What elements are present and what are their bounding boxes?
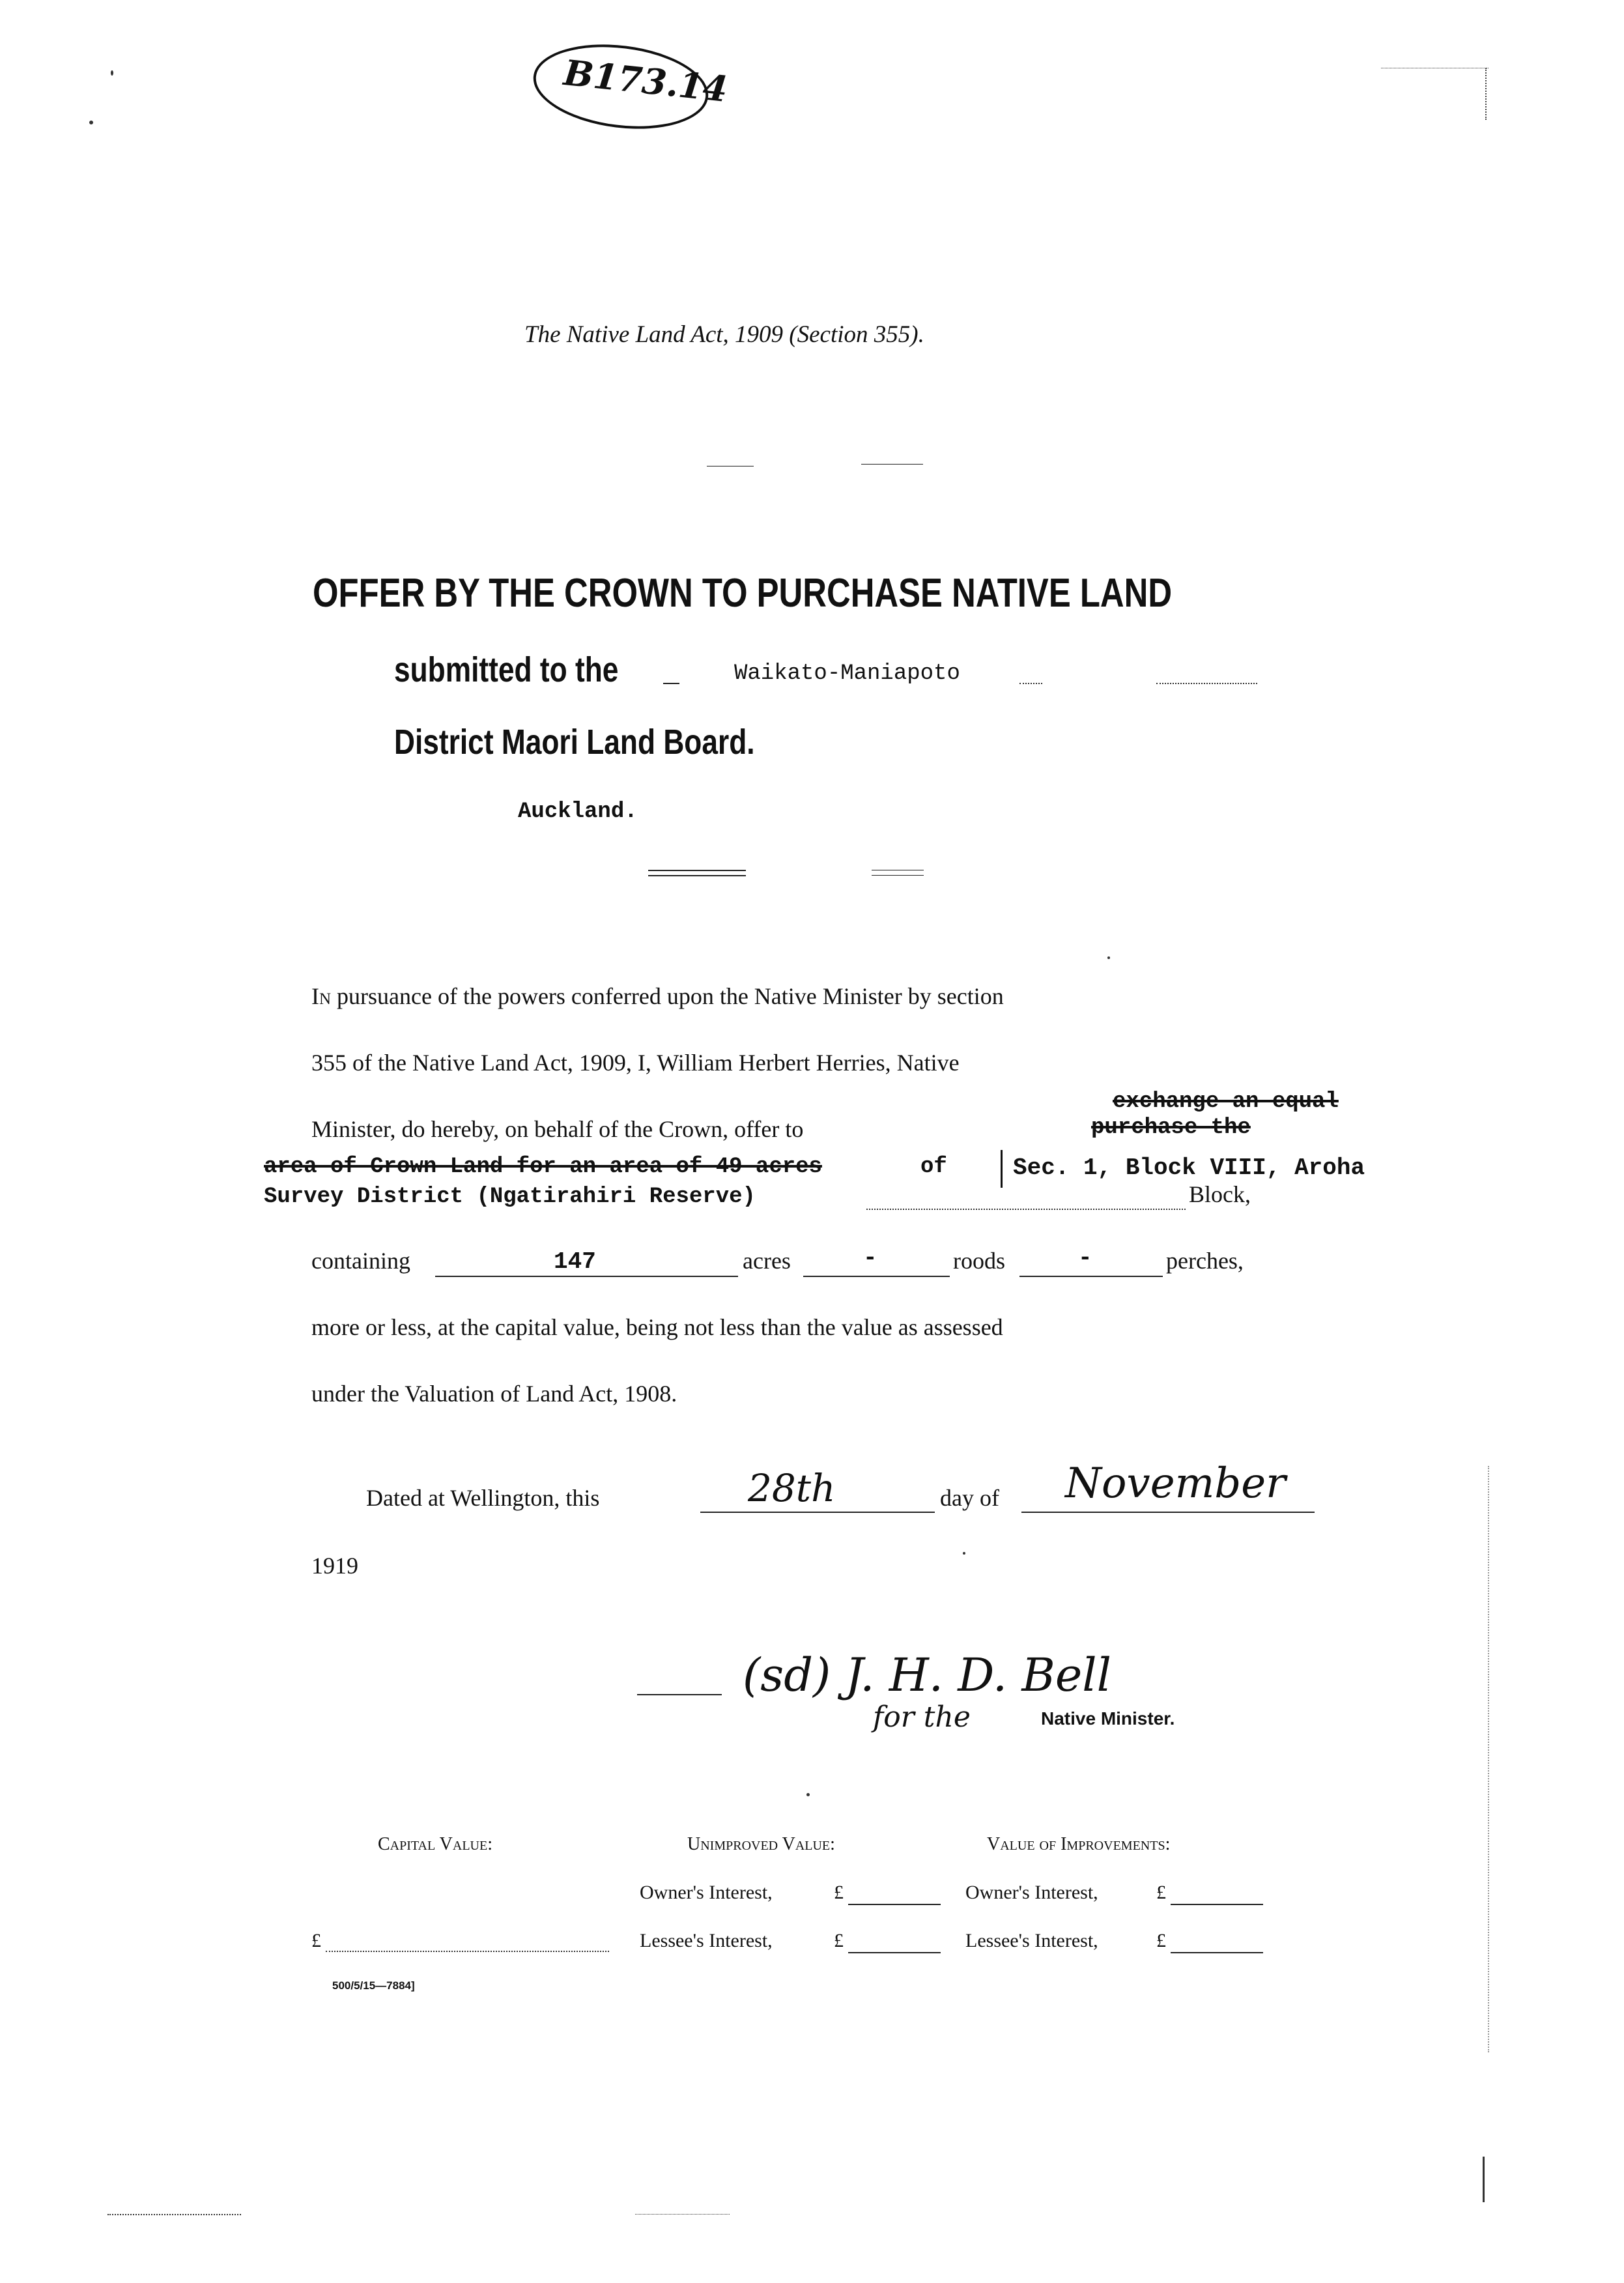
body-line-1-start: In [311, 983, 332, 1009]
divider-short-right [861, 464, 923, 465]
divider-double-bottom [648, 875, 746, 876]
unimproved-owners-label: Owner's Interest, [640, 1882, 773, 1903]
signature-initials: for the [873, 1701, 971, 1734]
location-text: Auckland. [518, 799, 638, 824]
board-name: District Maori Land Board. [394, 723, 755, 762]
body-line-1-rest: pursuance of the powers conferred upon the Native Minister by section [337, 983, 1004, 1009]
submitted-line-a [663, 683, 679, 684]
district-name: Waikato-Maniapoto [734, 661, 960, 686]
dated-day-label: day of [940, 1485, 999, 1511]
dated-year: 1919 [311, 1553, 358, 1579]
scan-edge-right-upper [1485, 68, 1487, 120]
capital-pound: £ [311, 1930, 321, 1951]
improvements-owners-line [1171, 1904, 1263, 1905]
perches-value: - [1078, 1244, 1092, 1271]
submitted-line-c [1156, 683, 1257, 684]
speck-1 [89, 121, 93, 124]
bracket-mark [1001, 1150, 1006, 1188]
improvements-value-header: Value of Improvements: [987, 1834, 1171, 1854]
survey-district-line [866, 1209, 1186, 1210]
speck-4 [963, 1552, 965, 1555]
month-line [1021, 1512, 1315, 1513]
acres-line [435, 1276, 738, 1277]
body-line-7: under the Valuation of Land Act, 1908. [311, 1381, 677, 1407]
struck-area-text: area of Crown Land for an area of 49 acres [264, 1155, 822, 1179]
print-code: 500/5/15—7884] [332, 1979, 415, 1992]
improvements-lessees-pound: £ [1156, 1930, 1166, 1951]
improvements-owners-label: Owner's Interest, [965, 1882, 1098, 1903]
scan-edge-right-lower [1488, 1466, 1489, 2052]
perches-line [1019, 1276, 1163, 1277]
divider-double-top [648, 870, 746, 871]
typed-of: of [920, 1155, 947, 1179]
speck-3 [1107, 956, 1110, 959]
acres-label: acres [743, 1248, 791, 1274]
scan-edge-right-bottom [1483, 2157, 1485, 2202]
unimproved-owners-line [848, 1904, 941, 1905]
struck-exchange-text: exchange an equal [1113, 1089, 1339, 1114]
dated-day: 28th [748, 1466, 836, 1510]
speck-2 [111, 70, 113, 76]
containing-label: containing [311, 1248, 410, 1274]
acres-value: 147 [554, 1248, 596, 1275]
signature-title: Native Minister. [1041, 1708, 1175, 1729]
scan-edge-bottom-left [107, 2214, 241, 2215]
act-heading: The Native Land Act, 1909 (Section 355). [524, 321, 924, 348]
unimproved-lessees-label: Lessee's Interest, [640, 1930, 773, 1951]
typed-section: Sec. 1, Block VIII, Aroha [1013, 1155, 1365, 1181]
reference-mark-text: B173.14 [562, 51, 730, 111]
dated-prefix: Dated at Wellington, this [366, 1485, 600, 1511]
typed-survey-district: Survey District (Ngatirahiri Reserve) [264, 1185, 756, 1209]
divider-double-right-bottom [872, 875, 924, 876]
signature-line [637, 1694, 722, 1695]
unimproved-owners-pound: £ [834, 1882, 844, 1903]
body-line-1 [311, 983, 1004, 1010]
roods-line [803, 1276, 950, 1277]
signature-handwriting: (sd) J. H. D. Bell [743, 1648, 1112, 1702]
scan-edge-bottom-middle [635, 2214, 730, 2215]
unimproved-lessees-line [848, 1952, 941, 1953]
improvements-lessees-label: Lessee's Interest, [965, 1930, 1098, 1951]
body-line-6: more or less, at the capital value, being not less than the value as assessed [311, 1314, 1003, 1340]
speck-5 [806, 1793, 810, 1796]
divider-short-left [707, 466, 754, 467]
perches-label: perches, [1166, 1248, 1244, 1274]
block-label: Block, [1189, 1181, 1251, 1207]
body-line-2: 355 of the Native Land Act, 1909, I, William Herbert Herries, Native [311, 1050, 960, 1076]
submitted-to-label: submitted to the [394, 650, 619, 689]
body-line-3: Minister, do hereby, on behalf of the Crown, offer to [311, 1116, 804, 1142]
capital-value-header: Capital Value: [378, 1834, 492, 1854]
roods-label: roods [953, 1248, 1005, 1274]
struck-purchase-text: purchase the [1091, 1115, 1251, 1140]
unimproved-value-header: Unimproved Value: [687, 1834, 835, 1854]
submitted-line-b [1019, 683, 1042, 684]
capital-value-line [326, 1951, 609, 1952]
page-title: OFFER BY THE CROWN TO PURCHASE NATIVE LAND [313, 571, 1173, 616]
dated-month: November [1065, 1459, 1286, 1508]
day-line [700, 1512, 935, 1513]
unimproved-lessees-pound: £ [834, 1930, 844, 1951]
roods-value: - [863, 1244, 877, 1271]
improvements-owners-pound: £ [1156, 1882, 1166, 1903]
improvements-lessees-line [1171, 1952, 1263, 1953]
